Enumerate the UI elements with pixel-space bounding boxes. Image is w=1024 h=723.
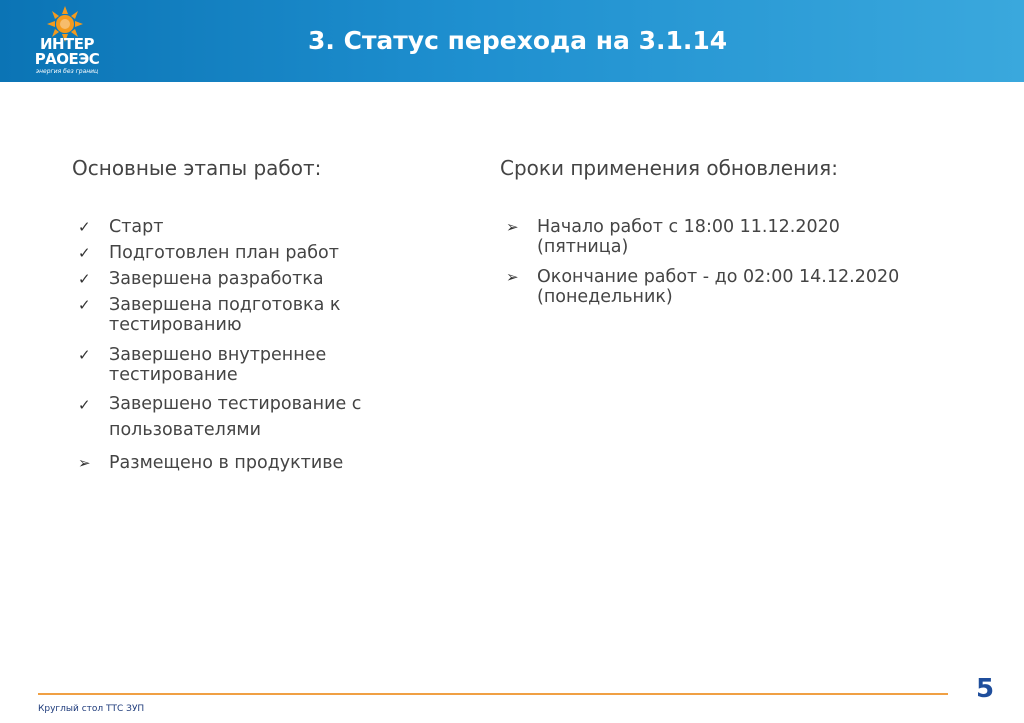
page-number: 5 — [976, 674, 995, 704]
work-stages-list — [72, 217, 432, 473]
list-item: ➢ Размещено в продуктиве — [78, 453, 344, 473]
list-item: ✓ Завершено тестирование с пользователями — [78, 394, 362, 440]
company-logo — [22, 4, 108, 78]
check-icon: ✓ — [78, 396, 91, 414]
list-item: ✓ Подготовлен план работ — [78, 243, 339, 263]
logo-text-line1: ИНТЕР — [39, 35, 95, 53]
list-item: ✓ Завершена разработка — [78, 269, 324, 289]
check-icon: ✓ — [78, 270, 91, 288]
arrow-bullet-icon: ➢ — [78, 454, 91, 472]
list-item: ✓ Завершено внутреннее тестирование — [78, 345, 327, 385]
footer-divider — [38, 693, 948, 695]
arrow-bullet-icon: ➢ — [506, 218, 519, 236]
work-stages-heading: Основные этапы работ: — [72, 156, 322, 180]
update-timing-section — [500, 154, 920, 317]
check-icon: ✓ — [78, 244, 91, 262]
list-item: ➢ Начало работ с 18:00 11.12.2020 (пятница) — [506, 217, 840, 257]
check-icon: ✓ — [78, 296, 91, 314]
update-timing-list — [500, 217, 920, 307]
list-item: ➢ Окончание работ - до 02:00 14.12.2020 (понедельник) — [506, 267, 900, 307]
update-timing-heading: Сроки применения обновления: — [500, 156, 838, 180]
logo-text-line2: РАОЕЭС — [34, 50, 100, 68]
header-bar — [0, 0, 1024, 82]
list-item: ✓ Завершена подготовка к тестированию — [78, 295, 341, 335]
check-icon: ✓ — [78, 218, 91, 236]
arrow-bullet-icon: ➢ — [506, 268, 519, 286]
logo-tagline: энергия без границ — [35, 68, 99, 75]
slide-title: 3. Статус перехода на 3.1.14 — [308, 26, 728, 55]
check-icon: ✓ — [78, 346, 91, 364]
list-item: ✓ Старт — [78, 217, 164, 237]
work-stages-section — [72, 154, 432, 479]
footer-caption: Круглый стол ТТС ЗУП — [38, 704, 145, 714]
